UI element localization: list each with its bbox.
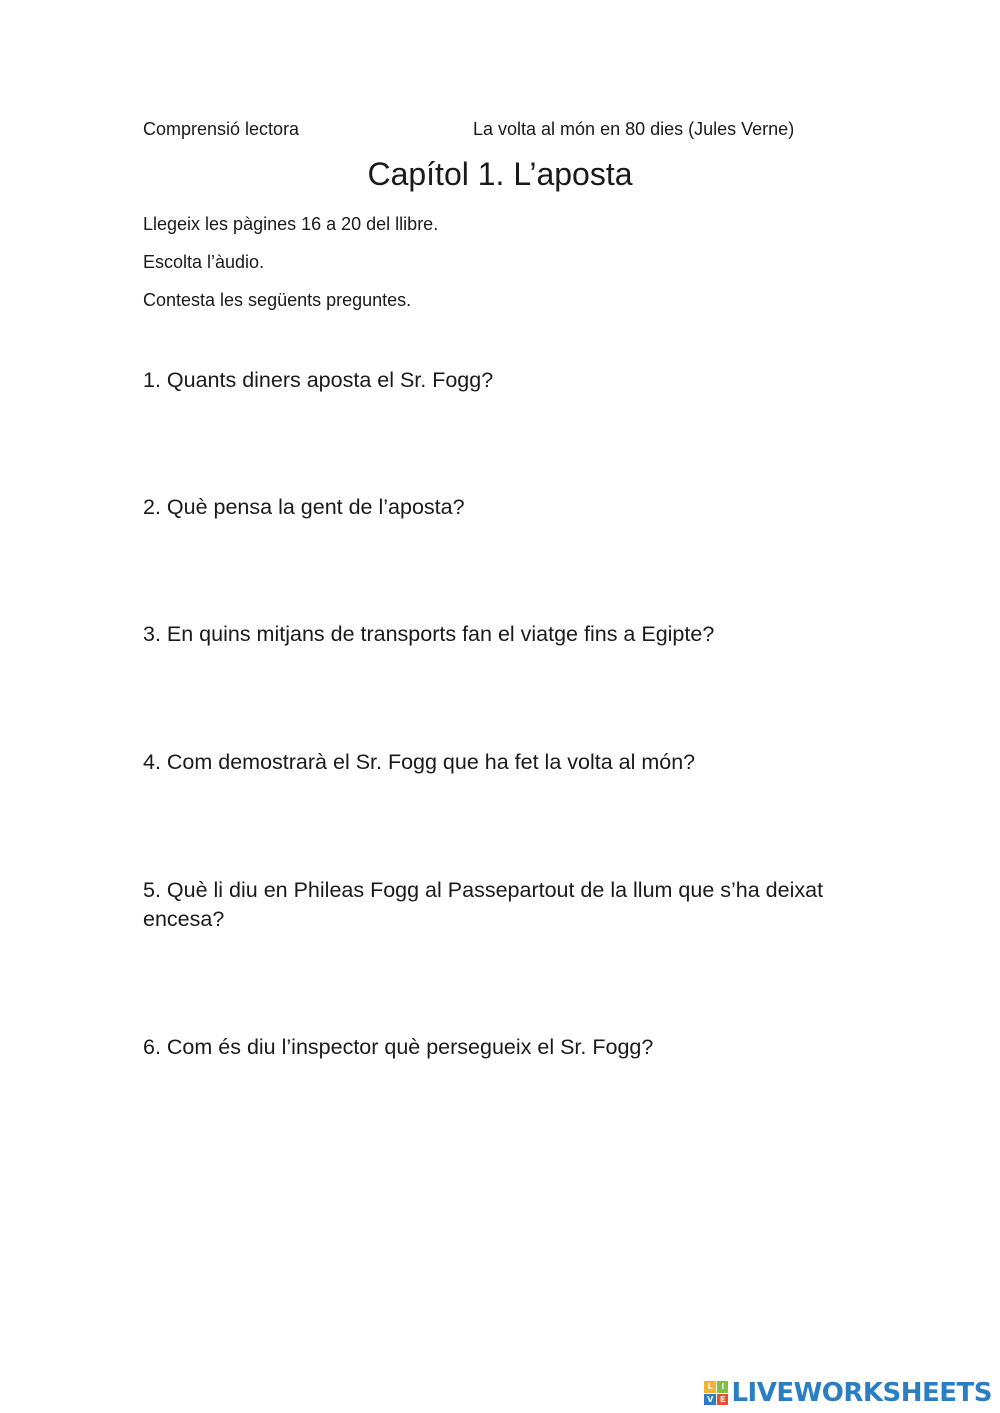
logo-letter-i: I: [717, 1381, 729, 1393]
logo-letter-l: L: [704, 1381, 716, 1393]
header-book-title: La volta al món en 80 dies (Jules Verne): [473, 119, 795, 139]
question-5: 5. Què li diu en Phileas Fogg al Passepartout de la llum que s’ha deixat encesa?: [143, 878, 824, 931]
liveworksheets-logo[interactable]: [704, 1379, 992, 1407]
liveworksheets-logo-icon: [704, 1381, 728, 1405]
logo-letter-e: E: [717, 1394, 729, 1406]
liveworksheets-wordmark: LIVEWORKSHEETS: [731, 1378, 992, 1408]
instruction-read: Llegeix les pàgines 16 a 20 del llibre.: [143, 214, 439, 234]
instruction-listen: Escolta l’àudio.: [143, 252, 265, 272]
question-6: 6. Com és diu l’inspector què persegueix el Sr. Fogg?: [143, 1035, 654, 1059]
question-2: 2. Què pensa la gent de l’aposta?: [143, 495, 465, 519]
page-title: Capítol 1. L’aposta: [367, 156, 633, 192]
instruction-answer: Contesta les següents preguntes.: [143, 290, 412, 310]
question-3: 3. En quins mitjans de transports fan el viatge fins a Egipte?: [143, 622, 715, 646]
header-subject: Comprensió lectora: [143, 119, 300, 139]
question-1: 1. Quants diners aposta el Sr. Fogg?: [143, 368, 494, 392]
question-4: 4. Com demostrarà el Sr. Fogg que ha fet la volta al món?: [143, 750, 696, 774]
logo-letter-v: V: [704, 1394, 716, 1406]
